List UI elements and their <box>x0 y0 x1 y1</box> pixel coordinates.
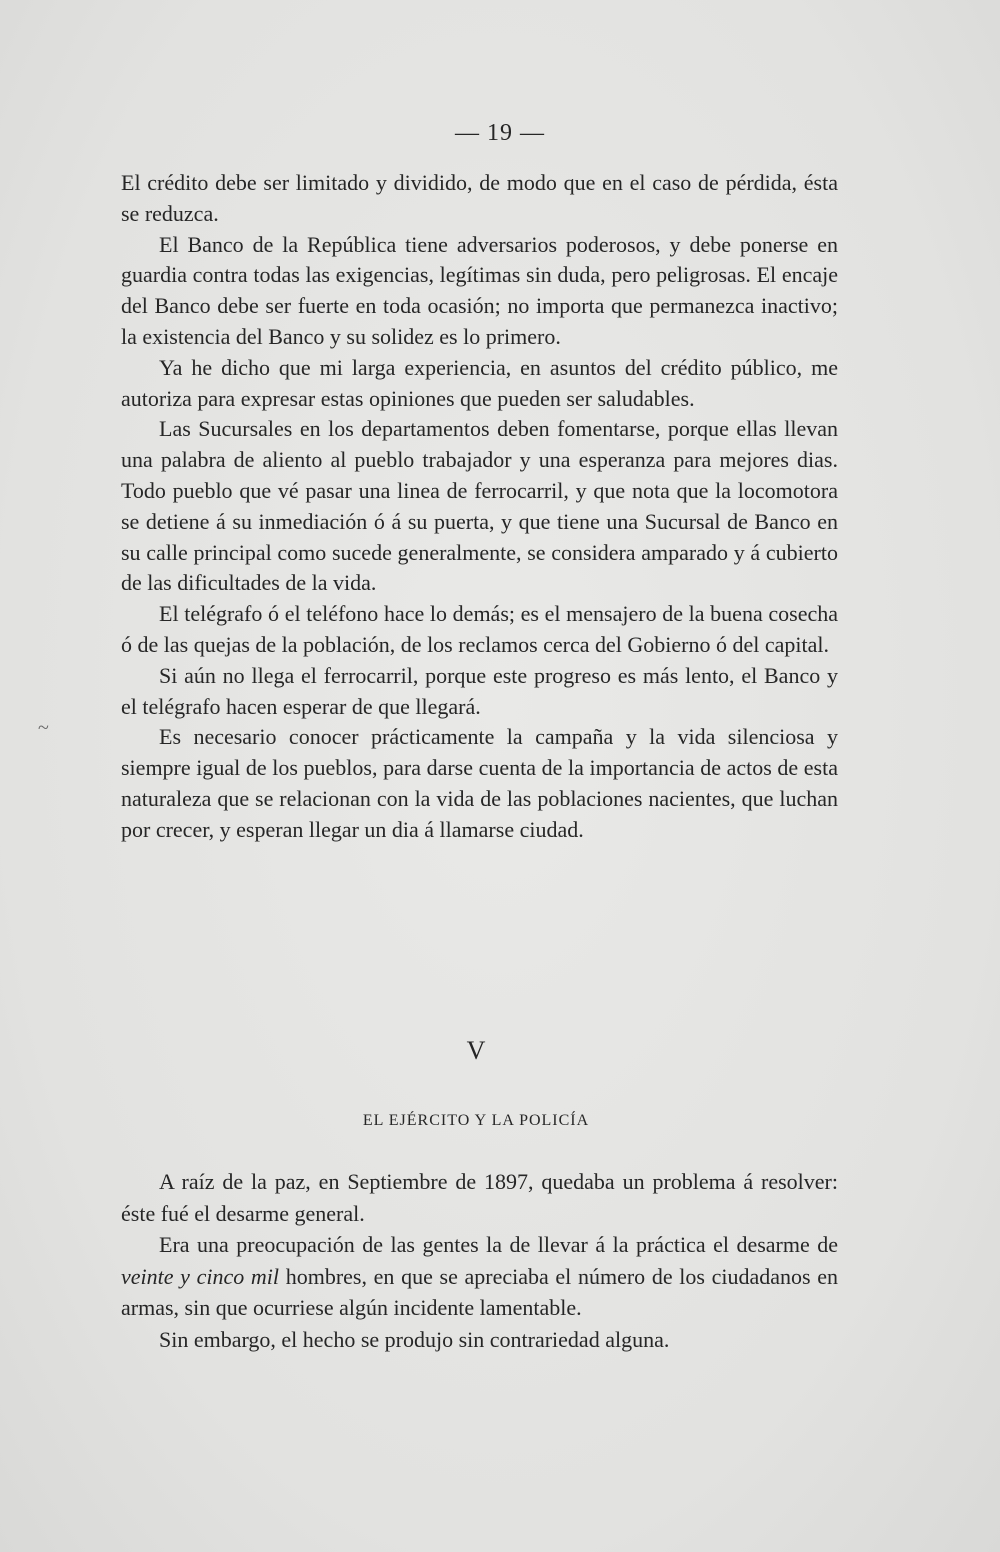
section-title: EL EJÉRCITO Y LA POLICÍA <box>362 1112 590 1129</box>
page-number: — 19 — <box>455 120 545 146</box>
paragraph-raiz-paz: A raíz de la paz, en Septiembre de 1897, quedaba un problema á resolver: éste fué el desarme general. <box>121 1169 838 1226</box>
paragraph-credit: El crédito debe ser limitado y dividido, de modo que en el caso de pérdida, ésta se reduzca. <box>121 170 838 226</box>
paragraph-ferrocarril: Si aún no llega el ferrocarril, porque este progreso es más lento, el Banco y el telégrafo hacen esperar de que llegará. <box>121 662 838 719</box>
paragraph-sucursales: Las Sucursales en los departamentos deben fomentarse, porque ellas llevan una palabra de aliento al pueblo trabajador y una esperanza para mejores dias. Todo pueblo que vé pasar una linea de ferrocarril, y que nota que la locomotora se detiene á su inmediación ó á su puerta, y que tiene una Sucursal de Banco en su calle principal como sucede generalmente, se considera amparado y á cubierto de las dificultades de la vida. <box>121 416 838 596</box>
desarme-text-after: hombres, en que se apreciaba el número de los ciudadanos en armas, sin que ocurriese algún incidente lamentable. <box>121 1263 838 1320</box>
desarme-text-before: Era una preocupación de las gentes la de llevar á la práctica el desarme de <box>159 1232 838 1257</box>
desarme-emphasis: veinte y cinco mil <box>121 1263 280 1289</box>
body-text <box>121 168 838 846</box>
paragraph-sin-embargo: Sin embargo, el hecho se produjo sin contrariedad alguna. <box>159 1326 670 1352</box>
margin-mark: ~ <box>38 717 49 739</box>
section-numeral: V <box>466 1036 486 1065</box>
paragraph-banco-republica: El Banco de la República tiene adversarios poderosos, y debe ponerse en guardia contra todas las exigencias, legítimas sin duda, pero peligrosas. El encaje del Banco debe ser fuerte en toda ocasión; no importa que permanezca inactivo; la existencia del Banco y su solidez es lo primero. <box>121 231 838 349</box>
paragraph-experiencia: Ya he dicho que mi larga experiencia, en asuntos del crédito público, me autoriza para expresar estas opiniones que pueden ser saludables. <box>121 354 838 411</box>
paragraph-desarme <box>121 1229 838 1324</box>
section-text <box>121 1166 838 1355</box>
paragraph-campana: Es necesario conocer prácticamente la campaña y la vida silenciosa y siempre igual de los pueblos, para darse cuenta de la importancia de actos de esta naturaleza que se relacionan con la vida de las poblaciones nacientes, que luchan por crecer, y esperan llegar un dia á llamarse ciudad. <box>121 724 838 842</box>
paragraph-telegrafo: El telégrafo ó el teléfono hace lo demás; es el mensajero de la buena cosecha ó de las quejas de la población, de los reclamos cerca del Gobierno ó del capital. <box>121 601 838 657</box>
